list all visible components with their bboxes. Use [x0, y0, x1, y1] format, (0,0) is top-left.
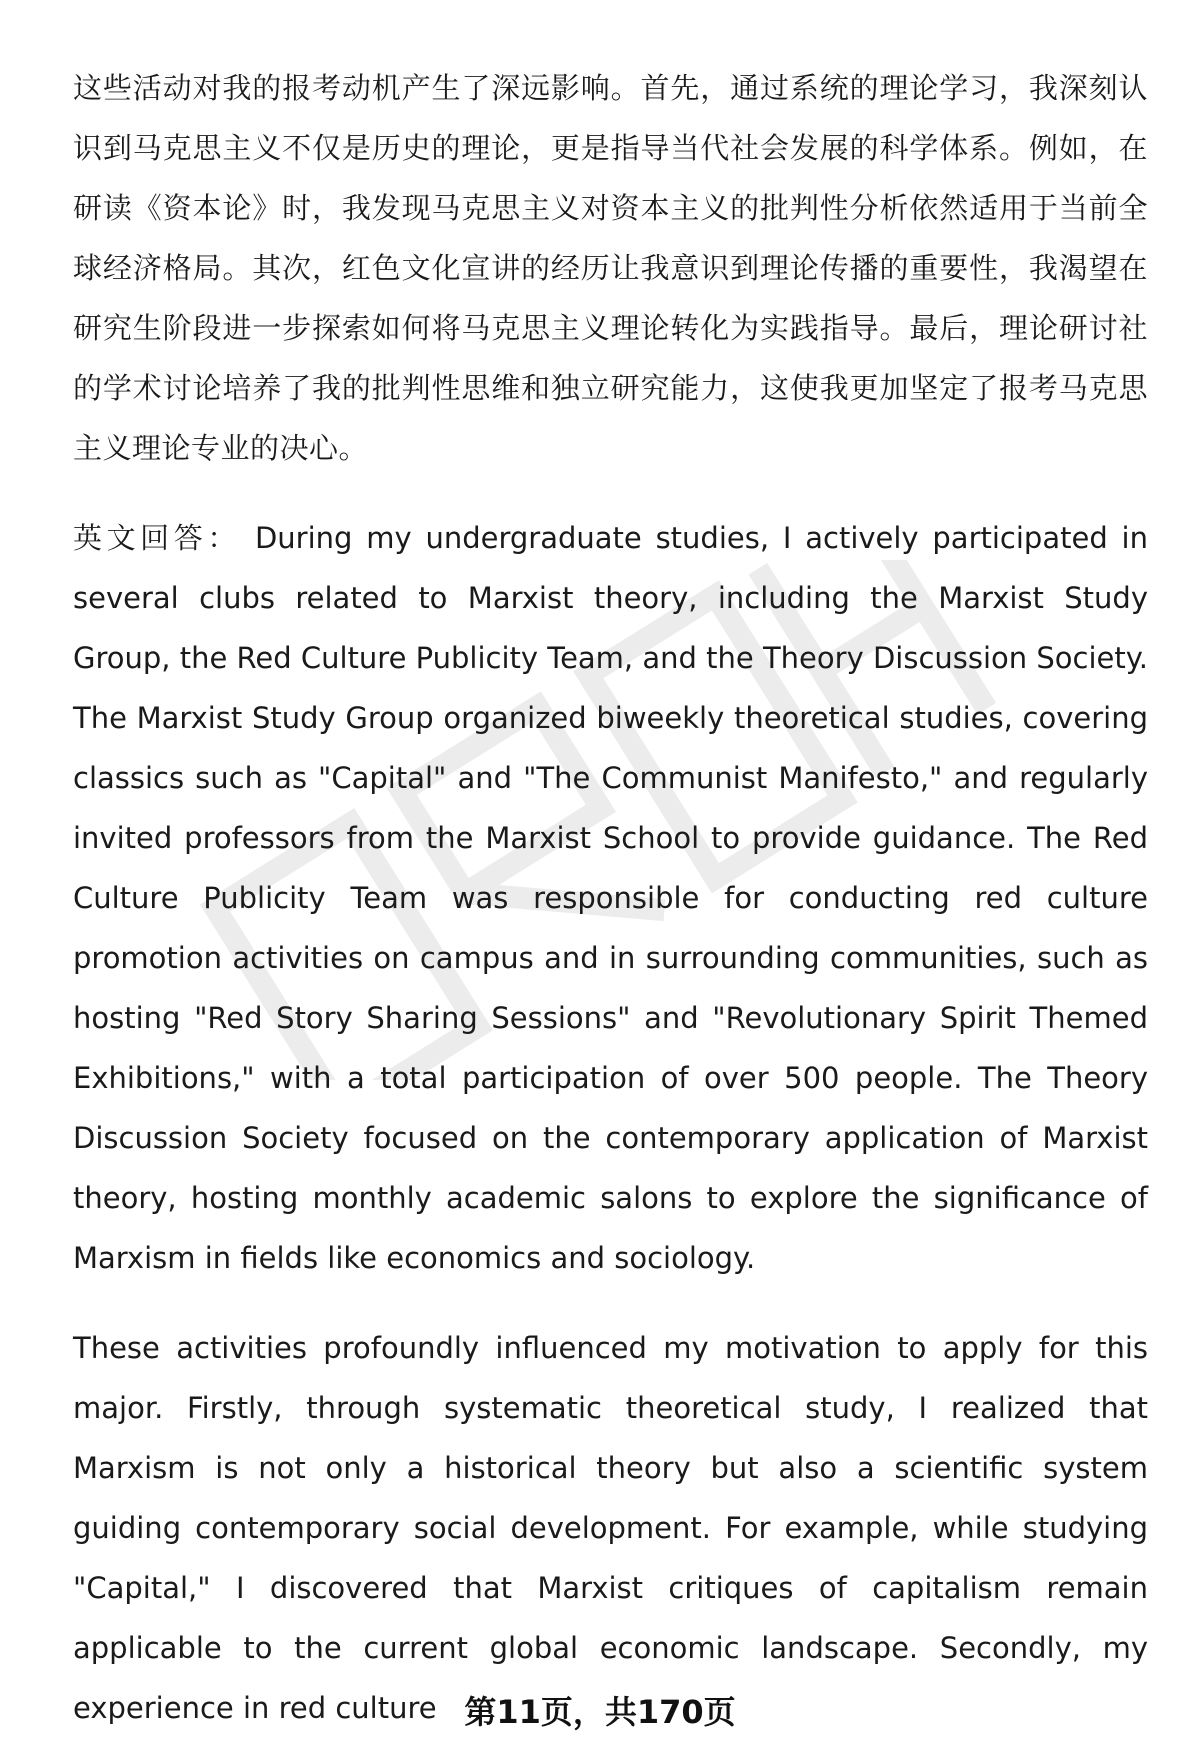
- paragraph-english-answer: [73, 508, 1148, 1288]
- paragraph-english-1-text: During my undergraduate studies, I actively participated in several clubs related to Marxist theory, including the Marxist Study Group, the Red Culture Publicity Team, and the Theory Discussion Society. The Marxist Study Group organized biweekly theoretical studies, covering classics such as "Capital" and "The Communist Manifesto," and regularly invited professors from the Marxist School to provide guidance. The Red Culture Publicity Team was responsible for conducting red culture promotion activities on campus and in surrounding communities, such as hosting "Red Story Sharing Sessions" and "Revolutionary Spirit Themed Exhibitions," with a total participation of over 500 people. The Theory Discussion Society focused on the contemporary application of Marxist theory, hosting monthly academic salons to explore the significance of Marxism in fields like economics and sociology.: [73, 521, 1148, 1275]
- page-number-footer: 第11页，共170页: [464, 1693, 736, 1731]
- paragraph-english-2: These activities profoundly influenced my motivation to apply for this major. Firstly, through systematic theoretical study, I realized that Marxism is not only a historical theory but also a scientific system guiding contemporary social development. For example, while studying "Capital," I discovered that Marxist critiques of capitalism remain applicable to the current global economic landscape. Secondly, my experience in red culture: [73, 1331, 1148, 1725]
- english-answer-label: 英文回答：: [73, 521, 241, 555]
- document-body: [73, 58, 1148, 1738]
- paragraph-chinese: 这些活动对我的报考动机产生了深远影响。首先，通过系统的理论学习，我深刻认识到马克思主义不仅是历史的理论，更是指导当代社会发展的科学体系。例如，在研读《资本论》时，我发现马克思主义对资本主义的批判性分析依然适用于当前全球经济格局。其次，红色文化宣讲的经历让我意识到理论传播的重要性，我渴望在研究生阶段进一步探索如何将马克思主义理论转化为实践指导。最后，理论研讨社的学术讨论培养了我的批判性思维和独立研究能力，这使我更加坚定了报考马克思主义理论专业的决心。: [73, 71, 1148, 465]
